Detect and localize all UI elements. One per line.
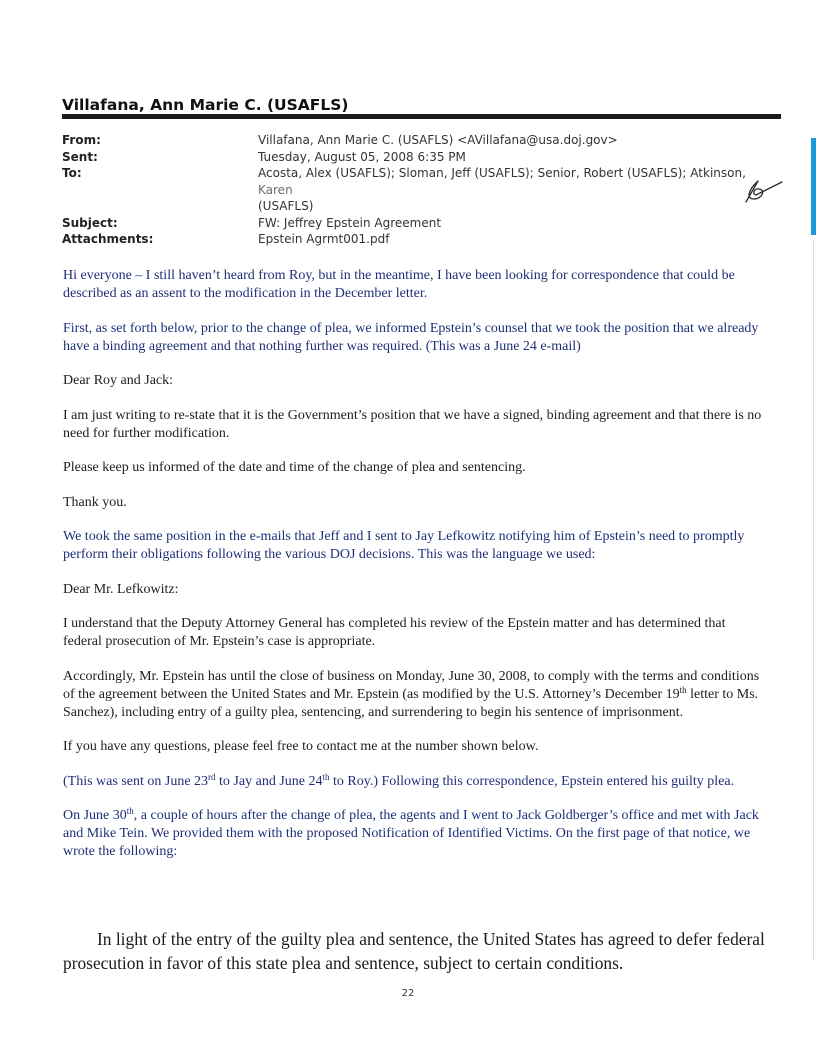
- sent-dates-sup-2: th: [322, 771, 330, 782]
- body-paragraph-keep-informed: Please keep us informed of the date and time of the change of plea and sentencing.: [63, 460, 526, 475]
- to-recipient-karen: Karen: [258, 182, 293, 197]
- to-label: To:: [62, 166, 82, 180]
- sent-label: Sent:: [62, 149, 98, 164]
- handwritten-mark: [744, 178, 784, 204]
- body-paragraph-june-30: [63, 807, 763, 861]
- header-row-to: [62, 165, 802, 215]
- deadline-sup: th: [679, 684, 687, 695]
- sent-dates-text-c: to Roy.) Following this correspondence, Epstein entered his guilty plea.: [329, 773, 735, 789]
- body-paragraph-position: First, as set forth below, prior to the change of plea, we informed Epstein’s counsel that we took the position that we already have a binding agreement and that nothing further was required. (This was a June 24 e-mail): [63, 320, 759, 354]
- to-value: [258, 165, 758, 215]
- edge-scan-line: [813, 240, 814, 960]
- salutation-lefkowitz: Dear Mr. Lefkowitz:: [63, 581, 179, 597]
- body-paragraph-deadline: [63, 668, 763, 722]
- header-row-sent: [62, 149, 802, 166]
- body-paragraph-intro: Hi everyone – I still haven’t heard from Roy, but in the meantime, I have been looking for correspondence that could be described as an assent to the modification in the December letter.: [63, 268, 735, 301]
- june-30-text-b: , a couple of hours after the change of plea, the agents and I went to Jack Goldberger’s office and met with Jack and Mike Tein. We provided them with the proposed Notification of Identified Victims. On the first page of that notice, we wrote the following:: [63, 808, 759, 859]
- sender-title: Villafana, Ann Marie C. (USAFLS): [62, 96, 349, 114]
- body-paragraph-restate: I am just writing to re-state that it is the Government’s position that we have a signed, binding agreement and that there is no need for further modification.: [63, 407, 762, 441]
- title-rule: [62, 114, 781, 119]
- from-label: From:: [62, 133, 101, 147]
- attachments-label: Attachments:: [62, 232, 154, 246]
- body-paragraph-review: I understand that the Deputy Attorney General has completed his review of the Epstein matter and has determined that federal prosecution of Mr. Epstein’s case is appropriate.: [63, 616, 726, 649]
- deadline-text-a: Accordingly, Mr. Epstein has until the close of business on Monday, June 30, 2008, to comply with the terms and conditions of the agreement between the United States and Mr. Epstein (as modified by the U.S. Attorney’s December 19: [63, 668, 760, 702]
- attachment-file[interactable]: Epstein Agrmt001.pdf: [258, 232, 390, 246]
- body-paragraph-same-position: We took the same position in the e-mails that Jeff and I sent to Jay Lefkowitz notifying him of Epstein’s need to promptly perform their obligations following the various DOJ decisions. This was the language we used:: [63, 529, 745, 562]
- email-header: [62, 132, 802, 248]
- page-number: 22: [401, 988, 415, 999]
- to-recipient-suffix: (USAFLS): [258, 199, 314, 213]
- subject-value: FW: Jeffrey Epstein Agreement: [258, 215, 442, 230]
- email-body: [63, 267, 763, 861]
- from-value: Villafana, Ann Marie C. (USAFLS) <AVillafana@usa.doj.gov>: [258, 133, 618, 147]
- body-paragraph-sent-dates: [63, 773, 763, 791]
- salutation-roy-jack: Dear Roy and Jack:: [63, 373, 174, 388]
- sent-value: Tuesday, August 05, 2008 6:35 PM: [258, 149, 466, 164]
- june-30-sup: th: [126, 806, 134, 816]
- june-30-text-a: On June 30: [63, 808, 127, 823]
- edge-accent-bar: [811, 138, 816, 235]
- body-paragraph-thanks: Thank you.: [63, 494, 127, 510]
- header-row-attachments: [62, 231, 802, 248]
- sent-dates-text-a: (This was sent on June 23: [63, 773, 209, 789]
- sent-dates-text-b: to Jay and June 24: [215, 773, 323, 789]
- to-recipients: Acosta, Alex (USAFLS); Sloman, Jeff (USAFLS); Senior, Robert (USAFLS); Atkinson,: [258, 166, 746, 180]
- header-row-from: [62, 132, 802, 149]
- subject-label: Subject:: [62, 215, 118, 230]
- sent-dates-sup-1: rd: [208, 771, 216, 782]
- header-row-subject: [62, 215, 802, 232]
- body-paragraph-questions: If you have any questions, please feel free to contact me at the number shown below.: [63, 739, 539, 754]
- deadline-text-b: letter to Ms. Sanchez), including entry of a guilty plea, sentencing, and surrendering to begin his sentence of imprisonment.: [63, 686, 759, 720]
- quoted-notice: [63, 928, 773, 975]
- quoted-notice-text: In light of the entry of the guilty plea and sentence, the United States has agreed to defer federal prosecution in favor of this state plea and sentence, subject to certain conditions.: [63, 929, 765, 973]
